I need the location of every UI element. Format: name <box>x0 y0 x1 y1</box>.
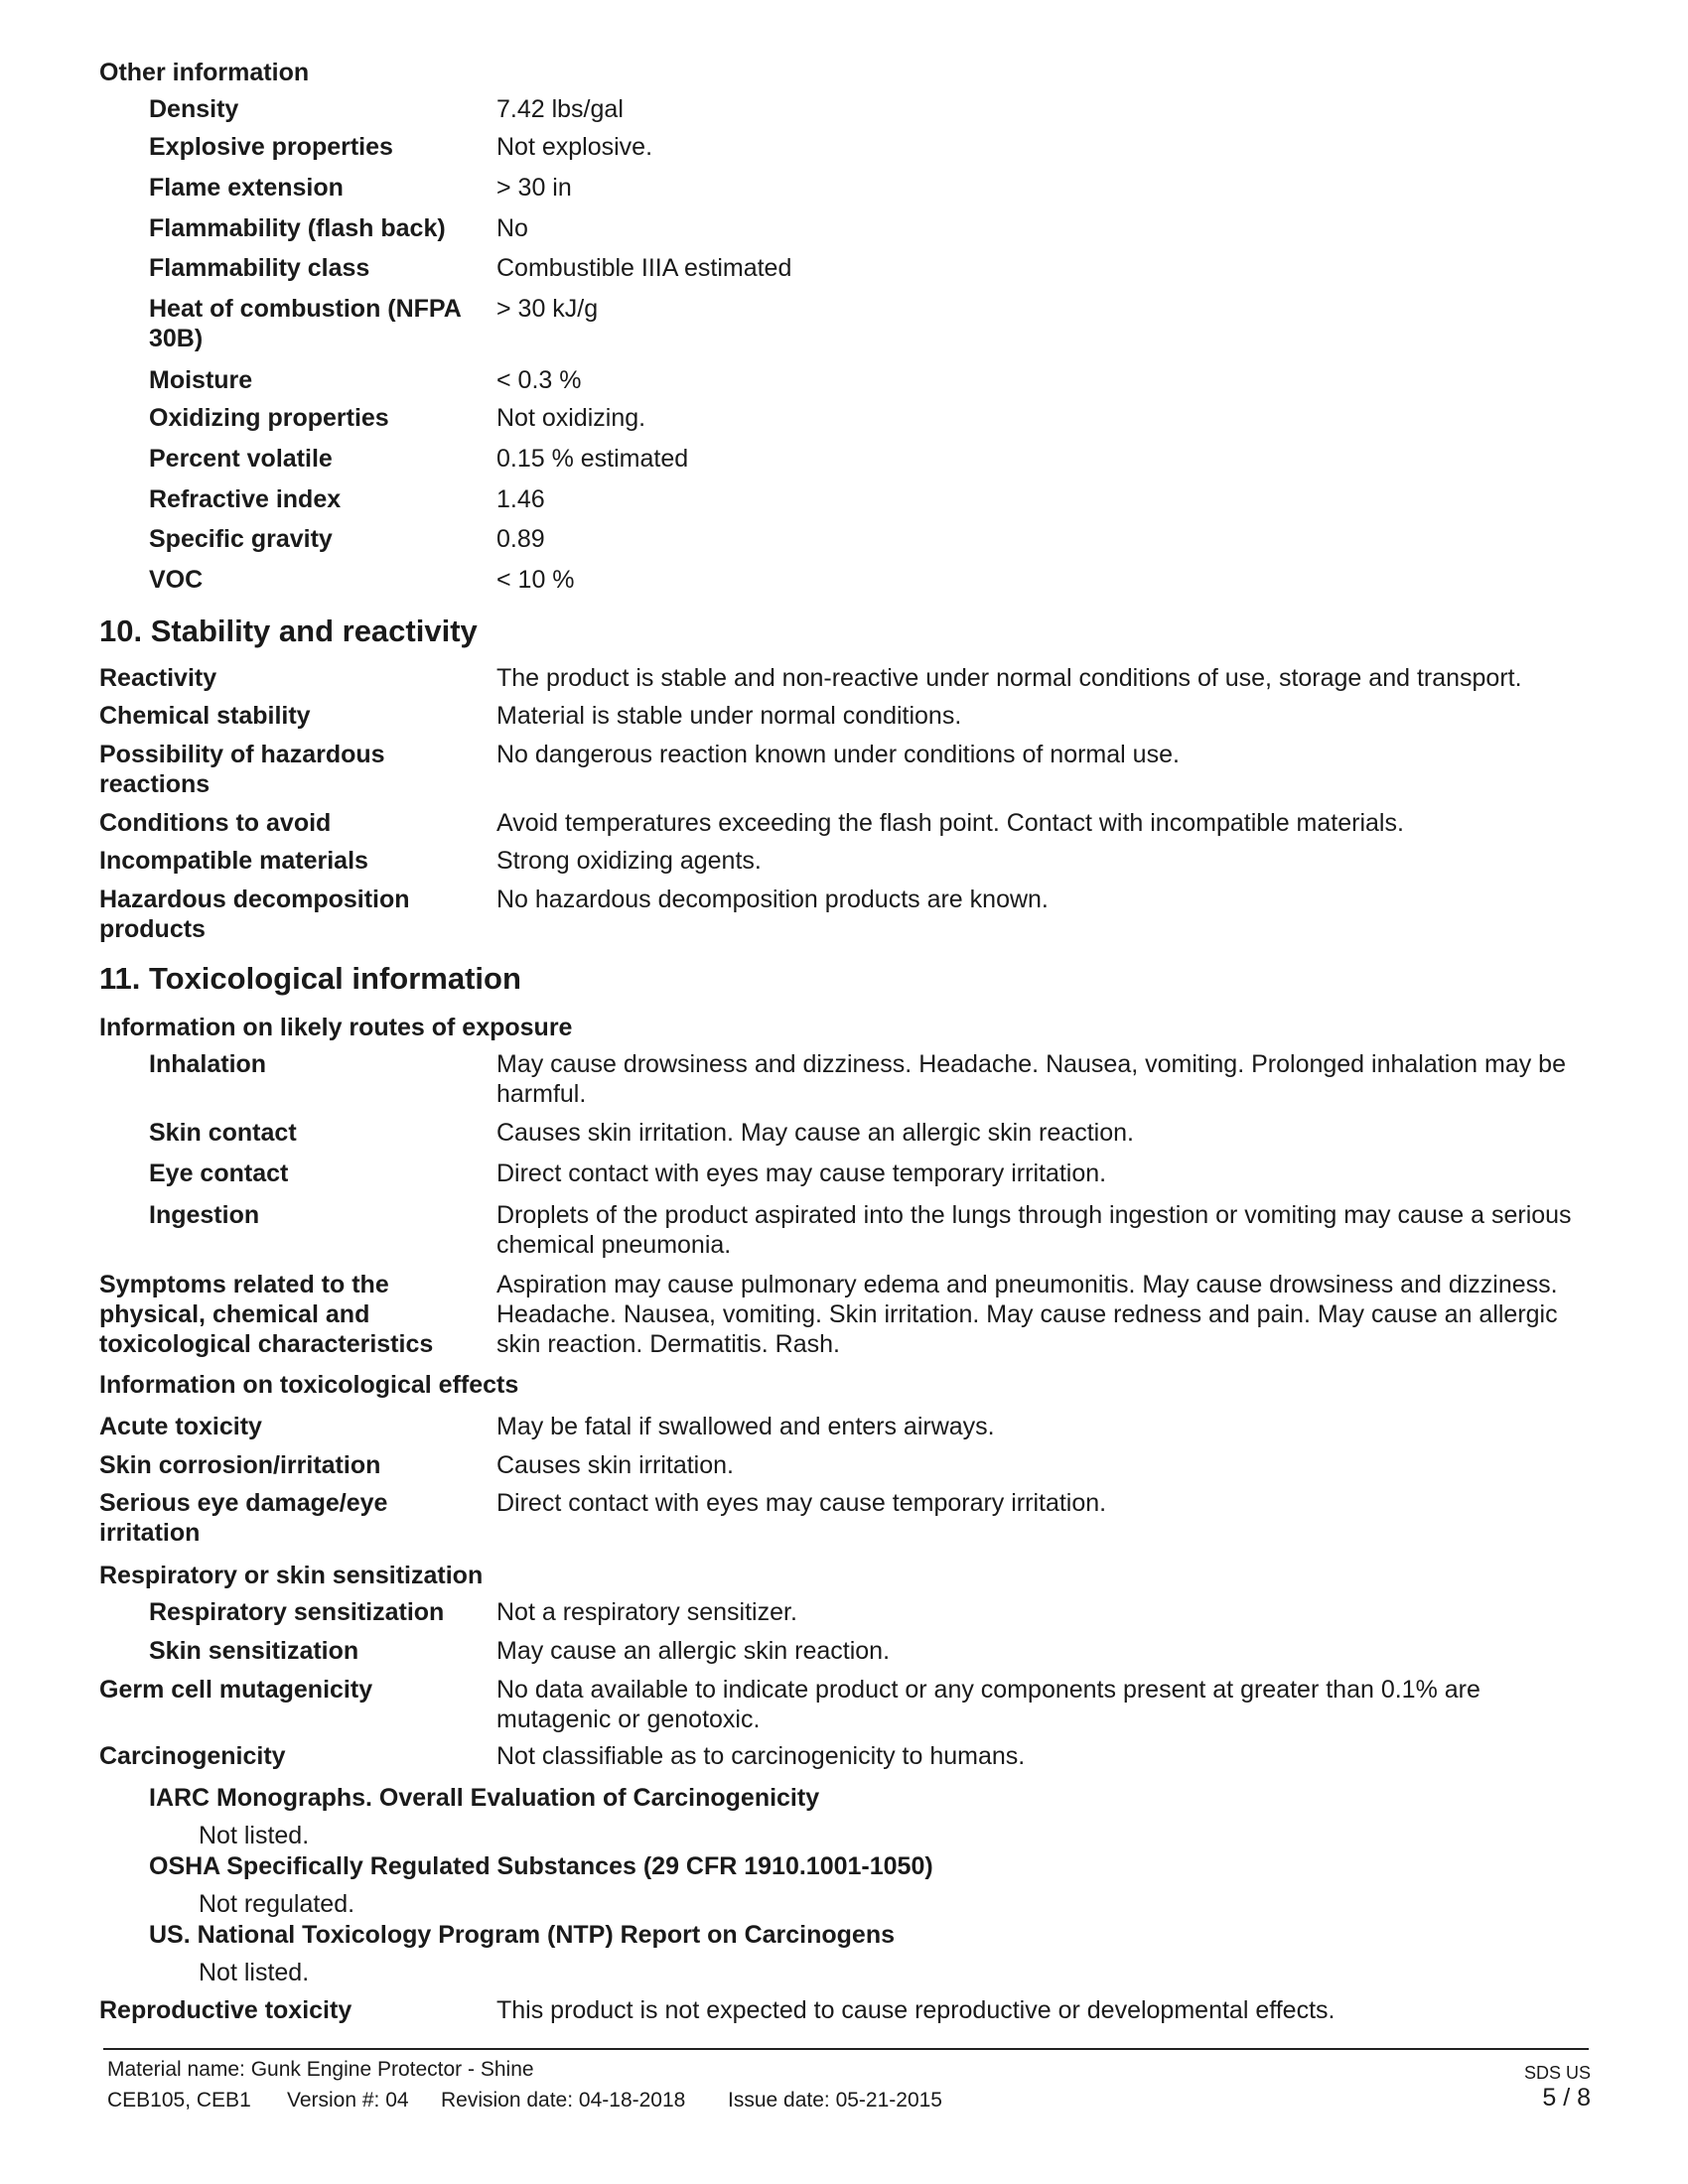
toxicological-effects-heading: Information on toxicological effects <box>99 1371 519 1399</box>
carcinogenicity-value: Not classifiable as to carcinogenicity to humans. <box>496 1742 1026 1770</box>
ntp-value: Not listed. <box>199 1959 310 1986</box>
density-label: Density <box>149 95 239 123</box>
ingestion-label: Ingestion <box>149 1201 260 1229</box>
heat-of-combustion-value: > 30 kJ/g <box>496 295 599 323</box>
voc-value: < 10 % <box>496 566 575 594</box>
footer-material-name: Material name: Gunk Engine Protector - Shine <box>107 2058 534 2081</box>
footer-issue-date: Issue date: 05-21-2015 <box>728 2089 942 2112</box>
ntp-heading: US. National Toxicology Program (NTP) Report on Carcinogens <box>149 1921 896 1949</box>
germ-cell-value: No data available to indicate product or any components present at greater than 0.1% are mutagenic or genotoxic. <box>496 1676 1480 1733</box>
moisture-label: Moisture <box>149 366 253 394</box>
reproductive-toxicity-value: This product is not expected to cause reproductive or developmental effects. <box>496 1996 1336 2024</box>
moisture-value: < 0.3 % <box>496 366 582 394</box>
eye-contact-label: Eye contact <box>149 1160 289 1187</box>
flammability-class-label: Flammability class <box>149 254 370 282</box>
density-value: 7.42 lbs/gal <box>496 95 624 123</box>
osha-heading: OSHA Specifically Regulated Substances (29 CFR 1910.1001-1050) <box>149 1852 933 1880</box>
skin-sensitization-label: Skin sensitization <box>149 1637 359 1665</box>
explosive-label: Explosive properties <box>149 133 393 161</box>
explosive-value: Not explosive. <box>496 133 653 161</box>
chemical-stability-label: Chemical stability <box>99 702 311 730</box>
flame-extension-label: Flame extension <box>149 174 344 202</box>
skin-sensitization-value: May cause an allergic skin reaction. <box>496 1637 891 1665</box>
skin-corrosion-value: Causes skin irritation. <box>496 1451 734 1479</box>
skin-contact-value: Causes skin irritation. May cause an allergic skin reaction. <box>496 1119 1134 1147</box>
symptoms-label: Symptoms related to the physical, chemical and toxicological characteristics <box>99 1271 434 1358</box>
respiratory-sensitization-value: Not a respiratory sensitizer. <box>496 1598 797 1626</box>
footer-version: Version #: 04 <box>287 2089 409 2112</box>
percent-volatile-value: 0.15 % estimated <box>496 445 689 473</box>
acute-toxicity-value: May be fatal if swallowed and enters airways. <box>496 1413 995 1440</box>
iarc-value: Not listed. <box>199 1822 310 1849</box>
carcinogenicity-label: Carcinogenicity <box>99 1742 286 1770</box>
footer-page-number: 5 / 8 <box>1542 2084 1591 2112</box>
flash-back-label: Flammability (flash back) <box>149 214 446 242</box>
footer-product-codes: CEB105, CEB1 <box>107 2089 251 2112</box>
hazardous-decomposition-label: Hazardous decomposition products <box>99 886 410 943</box>
footer-doc-type: SDS US <box>1523 2063 1591 2083</box>
skin-corrosion-label: Skin corrosion/irritation <box>99 1451 381 1479</box>
oxidizing-value: Not oxidizing. <box>496 404 646 432</box>
heat-of-combustion-label: Heat of combustion (NFPA 30B) <box>149 295 462 352</box>
incompatible-materials-value: Strong oxidizing agents. <box>496 847 762 875</box>
flash-back-value: No <box>496 214 528 242</box>
voc-label: VOC <box>149 566 204 594</box>
refractive-index-label: Refractive index <box>149 485 342 513</box>
eye-damage-label: Serious eye damage/eye irritation <box>99 1489 388 1547</box>
reactivity-label: Reactivity <box>99 664 217 692</box>
percent-volatile-label: Percent volatile <box>149 445 333 473</box>
oxidizing-label: Oxidizing properties <box>149 404 389 432</box>
sensitization-heading: Respiratory or skin sensitization <box>99 1562 484 1589</box>
conditions-to-avoid-label: Conditions to avoid <box>99 809 332 837</box>
footer-revision-date: Revision date: 04-18-2018 <box>441 2089 686 2112</box>
hazardous-reactions-value: No dangerous reaction known under conditions of normal use. <box>496 741 1180 768</box>
hazardous-reactions-label: Possibility of hazardous reactions <box>99 741 385 798</box>
other-information-heading: Other information <box>99 59 310 86</box>
section-11-title: 11. Toxicological information <box>99 961 521 996</box>
ingestion-value: Droplets of the product aspirated into the lungs through ingestion or vomiting may cause a serious chemical pneumonia. <box>496 1201 1572 1259</box>
conditions-to-avoid-value: Avoid temperatures exceeding the flash point. Contact with incompatible materials. <box>496 809 1404 837</box>
specific-gravity-value: 0.89 <box>496 525 545 553</box>
reproductive-toxicity-label: Reproductive toxicity <box>99 1996 352 2024</box>
flammability-class-value: Combustible IIIA estimated <box>496 254 792 282</box>
osha-value: Not regulated. <box>199 1890 355 1918</box>
incompatible-materials-label: Incompatible materials <box>99 847 368 875</box>
footer-divider <box>103 2048 1589 2050</box>
eye-damage-value: Direct contact with eyes may cause temporary irritation. <box>496 1489 1107 1517</box>
specific-gravity-label: Specific gravity <box>149 525 333 553</box>
acute-toxicity-label: Acute toxicity <box>99 1413 262 1440</box>
skin-contact-label: Skin contact <box>149 1119 297 1147</box>
eye-contact-value: Direct contact with eyes may cause temporary irritation. <box>496 1160 1107 1187</box>
section-10-title: 10. Stability and reactivity <box>99 614 478 648</box>
refractive-index-value: 1.46 <box>496 485 545 513</box>
routes-of-exposure-heading: Information on likely routes of exposure <box>99 1014 573 1041</box>
iarc-heading: IARC Monographs. Overall Evaluation of Carcinogenicity <box>149 1784 820 1812</box>
germ-cell-label: Germ cell mutagenicity <box>99 1676 373 1704</box>
inhalation-value: May cause drowsiness and dizziness. Headache. Nausea, vomiting. Prolonged inhalation may be harmful. <box>496 1050 1566 1108</box>
chemical-stability-value: Material is stable under normal conditions. <box>496 702 962 730</box>
respiratory-sensitization-label: Respiratory sensitization <box>149 1598 445 1626</box>
symptoms-value: Aspiration may cause pulmonary edema and pneumonitis. May cause drowsiness and dizziness. Headache. Nausea, vomiting. Skin irritation. May cause redness and pain. May cause an allergic skin reaction. Dermatitis. Rash. <box>496 1271 1558 1358</box>
reactivity-value: The product is stable and non-reactive under normal conditions of use, storage and transport. <box>496 664 1522 692</box>
inhalation-label: Inhalation <box>149 1050 267 1078</box>
hazardous-decomposition-value: No hazardous decomposition products are known. <box>496 886 1049 913</box>
flame-extension-value: > 30 in <box>496 174 572 202</box>
